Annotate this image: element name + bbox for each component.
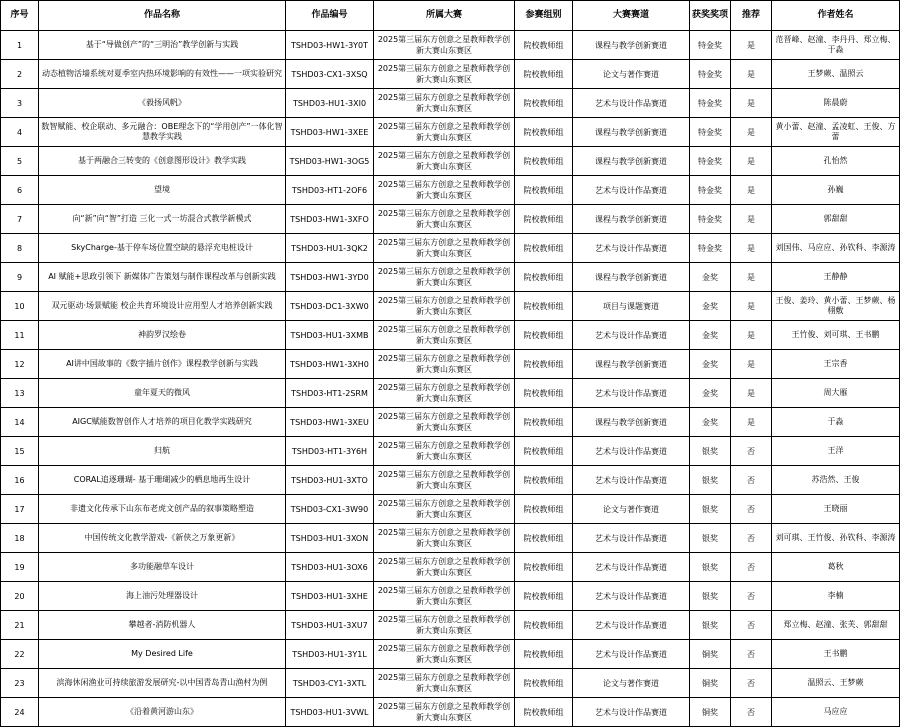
cell-code: TSHD03-HU1-3Y1L [286, 640, 374, 669]
cell-code: TSHD03-HW1-3OG5 [286, 147, 374, 176]
cell-code: TSHD03-HW1-3XEU [286, 408, 374, 437]
cell-name: SkyCharge-基于停车场位置空缺的悬浮充电桩设计 [39, 234, 286, 263]
cell-no: 19 [1, 553, 39, 582]
cell-track: 艺术与设计作品赛道 [573, 234, 690, 263]
table-row [1, 466, 900, 495]
cell-no: 9 [1, 263, 39, 292]
cell-code: TSHD03-HU1-3VWL [286, 698, 374, 727]
header-row [1, 1, 900, 31]
cell-name: 向“新”向“智”打造 三化一式一坊混合式教学新模式 [39, 205, 286, 234]
table-row [1, 263, 900, 292]
cell-no: 21 [1, 611, 39, 640]
table-row [1, 495, 900, 524]
table-row [1, 205, 900, 234]
cell-track: 艺术与设计作品赛道 [573, 466, 690, 495]
cell-authors: 王书鹏 [772, 640, 900, 669]
cell-recommend: 否 [731, 495, 772, 524]
cell-no: 24 [1, 698, 39, 727]
cell-name: 海上油污处理器设计 [39, 582, 286, 611]
cell-track: 课程与教学创新赛道 [573, 350, 690, 379]
table-row [1, 582, 900, 611]
table-row [1, 379, 900, 408]
cell-award: 金奖 [690, 379, 731, 408]
header-no: 序号 [1, 1, 39, 31]
cell-track: 论文与著作赛道 [573, 495, 690, 524]
cell-name: 双元驱动·场景赋能 校企共育环境设计应用型人才培养创新实践 [39, 292, 286, 321]
cell-code: TSHD03-HU1-3XTO [286, 466, 374, 495]
cell-authors: 王梦蕨、温照云 [772, 60, 900, 89]
cell-award: 特金奖 [690, 176, 731, 205]
cell-name: 中国传统文化教学游戏-《新侠之万象更新》 [39, 524, 286, 553]
cell-group: 院校教师组 [515, 60, 573, 89]
cell-contest: 2025第三届东方创意之星教师教学创新大赛山东赛区 [374, 582, 515, 611]
cell-authors: 王俊、姜玲、黄小蕾、王梦蕨、杨栩敷 [772, 292, 900, 321]
cell-contest: 2025第三届东方创意之星教师教学创新大赛山东赛区 [374, 147, 515, 176]
table-row [1, 176, 900, 205]
cell-group: 院校教师组 [515, 495, 573, 524]
table-row [1, 234, 900, 263]
cell-award: 铜奖 [690, 698, 731, 727]
cell-name: 基于“导做创产”的“三明治”教学创新与实践 [39, 31, 286, 60]
cell-contest: 2025第三届东方创意之星教师教学创新大赛山东赛区 [374, 524, 515, 553]
cell-code: TSHD03-HW1-3Y0T [286, 31, 374, 60]
cell-code: TSHD03-HU1-3OX6 [286, 553, 374, 582]
cell-award: 银奖 [690, 582, 731, 611]
cell-award: 特金奖 [690, 89, 731, 118]
cell-contest: 2025第三届东方创意之星教师教学创新大赛山东赛区 [374, 205, 515, 234]
cell-no: 22 [1, 640, 39, 669]
table-row [1, 60, 900, 89]
header-recommend: 推荐 [731, 1, 772, 31]
cell-code: TSHD03-HU1-3QK2 [286, 234, 374, 263]
cell-authors: 苏浩然、王俊 [772, 466, 900, 495]
cell-award: 银奖 [690, 495, 731, 524]
cell-no: 16 [1, 466, 39, 495]
cell-code: TSHD03-HW1-3YD0 [286, 263, 374, 292]
cell-contest: 2025第三届东方创意之星教师教学创新大赛山东赛区 [374, 292, 515, 321]
cell-name: CORAL追逐珊瑚- 基于珊瑚减少的栖息地再生设计 [39, 466, 286, 495]
cell-no: 17 [1, 495, 39, 524]
cell-contest: 2025第三届东方创意之星教师教学创新大赛山东赛区 [374, 176, 515, 205]
cell-authors: 孔怡然 [772, 147, 900, 176]
cell-no: 2 [1, 60, 39, 89]
cell-group: 院校教师组 [515, 89, 573, 118]
cell-code: TSHD03-HU1-3XMB [286, 321, 374, 350]
cell-track: 课程与教学创新赛道 [573, 31, 690, 60]
cell-authors: 周大雁 [772, 379, 900, 408]
cell-name: My Desired Life [39, 640, 286, 669]
table-row [1, 292, 900, 321]
table-row [1, 89, 900, 118]
cell-name: 滨海休闲渔业可持续旅游发展研究-以中国青岛青山渔村为例 [39, 669, 286, 698]
header-name: 作品名称 [39, 1, 286, 31]
cell-no: 18 [1, 524, 39, 553]
cell-recommend: 否 [731, 466, 772, 495]
cell-authors: 孙巍 [772, 176, 900, 205]
cell-no: 11 [1, 321, 39, 350]
cell-code: TSHD03-CX1-3W90 [286, 495, 374, 524]
cell-award: 铜奖 [690, 669, 731, 698]
cell-code: TSHD03-HU1-3XI0 [286, 89, 374, 118]
cell-contest: 2025第三届东方创意之星教师教学创新大赛山东赛区 [374, 698, 515, 727]
cell-no: 8 [1, 234, 39, 263]
cell-recommend: 是 [731, 408, 772, 437]
cell-recommend: 是 [731, 292, 772, 321]
cell-no: 6 [1, 176, 39, 205]
cell-group: 院校教师组 [515, 205, 573, 234]
cell-recommend: 是 [731, 321, 772, 350]
cell-recommend: 否 [731, 582, 772, 611]
cell-track: 艺术与设计作品赛道 [573, 640, 690, 669]
cell-contest: 2025第三届东方创意之星教师教学创新大赛山东赛区 [374, 408, 515, 437]
cell-track: 艺术与设计作品赛道 [573, 379, 690, 408]
cell-no: 4 [1, 118, 39, 147]
cell-contest: 2025第三届东方创意之星教师教学创新大赛山东赛区 [374, 31, 515, 60]
cell-code: TSHD03-HU1-3XHE [286, 582, 374, 611]
cell-recommend: 是 [731, 350, 772, 379]
cell-contest: 2025第三届东方创意之星教师教学创新大赛山东赛区 [374, 669, 515, 698]
table-row [1, 350, 900, 379]
cell-contest: 2025第三届东方创意之星教师教学创新大赛山东赛区 [374, 379, 515, 408]
header-group: 参赛组别 [515, 1, 573, 31]
header-contest: 所属大赛 [374, 1, 515, 31]
cell-recommend: 否 [731, 611, 772, 640]
cell-group: 院校教师组 [515, 292, 573, 321]
cell-award: 特金奖 [690, 234, 731, 263]
cell-no: 15 [1, 437, 39, 466]
cell-code: TSHD03-DC1-3XW0 [286, 292, 374, 321]
cell-authors: 陈晨蔚 [772, 89, 900, 118]
cell-recommend: 是 [731, 379, 772, 408]
cell-code: TSHD03-HT1-2SRM [286, 379, 374, 408]
cell-authors: 郭甜甜 [772, 205, 900, 234]
table-row [1, 524, 900, 553]
table-row [1, 553, 900, 582]
cell-no: 7 [1, 205, 39, 234]
cell-authors: 李楠 [772, 582, 900, 611]
cell-authors: 范晋峰、赵潼、李丹丹、郑立梅、于淼 [772, 31, 900, 60]
cell-name: AI讲中国故事的《数字插片创作》课程教学创新与实践 [39, 350, 286, 379]
cell-group: 院校教师组 [515, 524, 573, 553]
cell-track: 课程与教学创新赛道 [573, 408, 690, 437]
cell-group: 院校教师组 [515, 147, 573, 176]
cell-no: 5 [1, 147, 39, 176]
cell-group: 院校教师组 [515, 408, 573, 437]
cell-contest: 2025第三届东方创意之星教师教学创新大赛山东赛区 [374, 234, 515, 263]
cell-contest: 2025第三届东方创意之星教师教学创新大赛山东赛区 [374, 350, 515, 379]
cell-no: 14 [1, 408, 39, 437]
cell-no: 3 [1, 89, 39, 118]
cell-award: 特金奖 [690, 60, 731, 89]
cell-group: 院校教师组 [515, 31, 573, 60]
cell-track: 艺术与设计作品赛道 [573, 698, 690, 727]
table-row [1, 640, 900, 669]
header-authors: 作者姓名 [772, 1, 900, 31]
cell-name: AIGC赋能数智创作人才培养的项目化教学实践研究 [39, 408, 286, 437]
cell-contest: 2025第三届东方创意之星教师教学创新大赛山东赛区 [374, 640, 515, 669]
cell-award: 银奖 [690, 611, 731, 640]
cell-recommend: 否 [731, 669, 772, 698]
table-row [1, 118, 900, 147]
cell-contest: 2025第三届东方创意之星教师教学创新大赛山东赛区 [374, 321, 515, 350]
cell-award: 银奖 [690, 524, 731, 553]
cell-authors: 王晓丽 [772, 495, 900, 524]
cell-name: 基于两融合三转变的《创意图形设计》教学实践 [39, 147, 286, 176]
cell-name: 动态植物活墙系统对夏季室内热环境影响的有效性——一项实验研究 [39, 60, 286, 89]
cell-award: 金奖 [690, 350, 731, 379]
cell-award: 金奖 [690, 263, 731, 292]
cell-group: 院校教师组 [515, 640, 573, 669]
cell-name: 非遗文化传承下山东布老虎文创产品的叙事策略塑造 [39, 495, 286, 524]
cell-recommend: 否 [731, 524, 772, 553]
cell-group: 院校教师组 [515, 350, 573, 379]
cell-group: 院校教师组 [515, 234, 573, 263]
cell-code: TSHD03-CX1-3XSQ [286, 60, 374, 89]
cell-award: 特金奖 [690, 118, 731, 147]
cell-award: 金奖 [690, 408, 731, 437]
cell-recommend: 是 [731, 205, 772, 234]
cell-track: 论文与著作赛道 [573, 60, 690, 89]
cell-authors: 黄小蕾、赵潼、孟凌虹、王俊、方蕾 [772, 118, 900, 147]
cell-code: TSHD03-HW1-3XFO [286, 205, 374, 234]
cell-recommend: 是 [731, 176, 772, 205]
cell-track: 艺术与设计作品赛道 [573, 437, 690, 466]
cell-authors: 王静静 [772, 263, 900, 292]
cell-recommend: 是 [731, 31, 772, 60]
cell-no: 10 [1, 292, 39, 321]
cell-authors: 温照云、王梦蕨 [772, 669, 900, 698]
cell-contest: 2025第三届东方创意之星教师教学创新大赛山东赛区 [374, 437, 515, 466]
cell-recommend: 否 [731, 698, 772, 727]
cell-name: 《沿着黄河游山东》 [39, 698, 286, 727]
cell-code: TSHD03-CY1-3XTL [286, 669, 374, 698]
cell-award: 铜奖 [690, 640, 731, 669]
cell-code: TSHD03-HU1-3XON [286, 524, 374, 553]
cell-name: 神韵罗汉绘卷 [39, 321, 286, 350]
cell-group: 院校教师组 [515, 118, 573, 147]
cell-group: 院校教师组 [515, 669, 573, 698]
cell-contest: 2025第三届东方创意之星教师教学创新大赛山东赛区 [374, 495, 515, 524]
cell-track: 艺术与设计作品赛道 [573, 611, 690, 640]
cell-no: 12 [1, 350, 39, 379]
cell-code: TSHD03-HU1-3XU7 [286, 611, 374, 640]
cell-award: 特金奖 [690, 147, 731, 176]
cell-award: 银奖 [690, 437, 731, 466]
table-row [1, 408, 900, 437]
cell-name: 数智赋能、校企联动、多元融合：OBE理念下的“学用创产”一体化智慧教学实践 [39, 118, 286, 147]
cell-group: 院校教师组 [515, 321, 573, 350]
cell-name: 望境 [39, 176, 286, 205]
cell-authors: 刘国伟、马应应、孙钦科、李源涛 [772, 234, 900, 263]
table-row [1, 611, 900, 640]
cell-authors: 王宗香 [772, 350, 900, 379]
cell-name: 童年夏天的微风 [39, 379, 286, 408]
cell-track: 艺术与设计作品赛道 [573, 321, 690, 350]
cell-track: 课程与教学创新赛道 [573, 147, 690, 176]
header-code: 作品编号 [286, 1, 374, 31]
cell-group: 院校教师组 [515, 263, 573, 292]
cell-authors: 王洋 [772, 437, 900, 466]
cell-authors: 郑立梅、赵潼、张芙、郭甜甜 [772, 611, 900, 640]
cell-track: 课程与教学创新赛道 [573, 263, 690, 292]
cell-no: 23 [1, 669, 39, 698]
table-row [1, 437, 900, 466]
table-row [1, 31, 900, 60]
cell-recommend: 是 [731, 234, 772, 263]
cell-contest: 2025第三届东方创意之星教师教学创新大赛山东赛区 [374, 466, 515, 495]
cell-authors: 于淼 [772, 408, 900, 437]
cell-name: AI 赋能+思政引领下 新媒体广告策划与制作课程改革与创新实践 [39, 263, 286, 292]
cell-track: 艺术与设计作品赛道 [573, 553, 690, 582]
cell-name: 《毅扬风帆》 [39, 89, 286, 118]
table-row [1, 321, 900, 350]
cell-contest: 2025第三届东方创意之星教师教学创新大赛山东赛区 [374, 263, 515, 292]
cell-recommend: 否 [731, 640, 772, 669]
header-award: 获奖奖项 [690, 1, 731, 31]
table-row [1, 147, 900, 176]
cell-name: 攀越者-消防机器人 [39, 611, 286, 640]
cell-authors: 葛秋 [772, 553, 900, 582]
cell-code: TSHD03-HW1-3XEE [286, 118, 374, 147]
cell-authors: 马应应 [772, 698, 900, 727]
cell-award: 金奖 [690, 321, 731, 350]
cell-recommend: 是 [731, 147, 772, 176]
table-row [1, 669, 900, 698]
cell-code: TSHD03-HT1-2OF6 [286, 176, 374, 205]
cell-name: 多功能融草车设计 [39, 553, 286, 582]
cell-group: 院校教师组 [515, 437, 573, 466]
cell-track: 艺术与设计作品赛道 [573, 524, 690, 553]
cell-contest: 2025第三届东方创意之星教师教学创新大赛山东赛区 [374, 89, 515, 118]
cell-recommend: 是 [731, 118, 772, 147]
cell-group: 院校教师组 [515, 582, 573, 611]
cell-track: 艺术与设计作品赛道 [573, 89, 690, 118]
cell-group: 院校教师组 [515, 611, 573, 640]
cell-track: 论文与著作赛道 [573, 669, 690, 698]
table-row [1, 698, 900, 727]
cell-name: 归航 [39, 437, 286, 466]
cell-group: 院校教师组 [515, 379, 573, 408]
cell-group: 院校教师组 [515, 698, 573, 727]
cell-award: 金奖 [690, 292, 731, 321]
cell-track: 艺术与设计作品赛道 [573, 582, 690, 611]
cell-no: 13 [1, 379, 39, 408]
cell-track: 艺术与设计作品赛道 [573, 176, 690, 205]
cell-recommend: 否 [731, 553, 772, 582]
cell-award: 特金奖 [690, 31, 731, 60]
cell-recommend: 否 [731, 437, 772, 466]
header-track: 大赛赛道 [573, 1, 690, 31]
cell-recommend: 是 [731, 263, 772, 292]
cell-award: 银奖 [690, 553, 731, 582]
cell-recommend: 是 [731, 60, 772, 89]
cell-award: 特金奖 [690, 205, 731, 234]
cell-no: 1 [1, 31, 39, 60]
cell-contest: 2025第三届东方创意之星教师教学创新大赛山东赛区 [374, 118, 515, 147]
cell-award: 银奖 [690, 466, 731, 495]
cell-contest: 2025第三届东方创意之星教师教学创新大赛山东赛区 [374, 60, 515, 89]
cell-recommend: 是 [731, 89, 772, 118]
cell-authors: 刘可琪、王竹俊、孙钦科、李源涛 [772, 524, 900, 553]
cell-authors: 王竹俊、刘可琪、王书鹏 [772, 321, 900, 350]
cell-group: 院校教师组 [515, 466, 573, 495]
cell-group: 院校教师组 [515, 176, 573, 205]
cell-code: TSHD03-HW1-3XH0 [286, 350, 374, 379]
cell-contest: 2025第三届东方创意之星教师教学创新大赛山东赛区 [374, 553, 515, 582]
cell-contest: 2025第三届东方创意之星教师教学创新大赛山东赛区 [374, 611, 515, 640]
cell-no: 20 [1, 582, 39, 611]
cell-group: 院校教师组 [515, 553, 573, 582]
cell-track: 项目与课题赛道 [573, 292, 690, 321]
cell-track: 课程与教学创新赛道 [573, 118, 690, 147]
cell-code: TSHD03-HT1-3Y6H [286, 437, 374, 466]
cell-track: 课程与教学创新赛道 [573, 205, 690, 234]
